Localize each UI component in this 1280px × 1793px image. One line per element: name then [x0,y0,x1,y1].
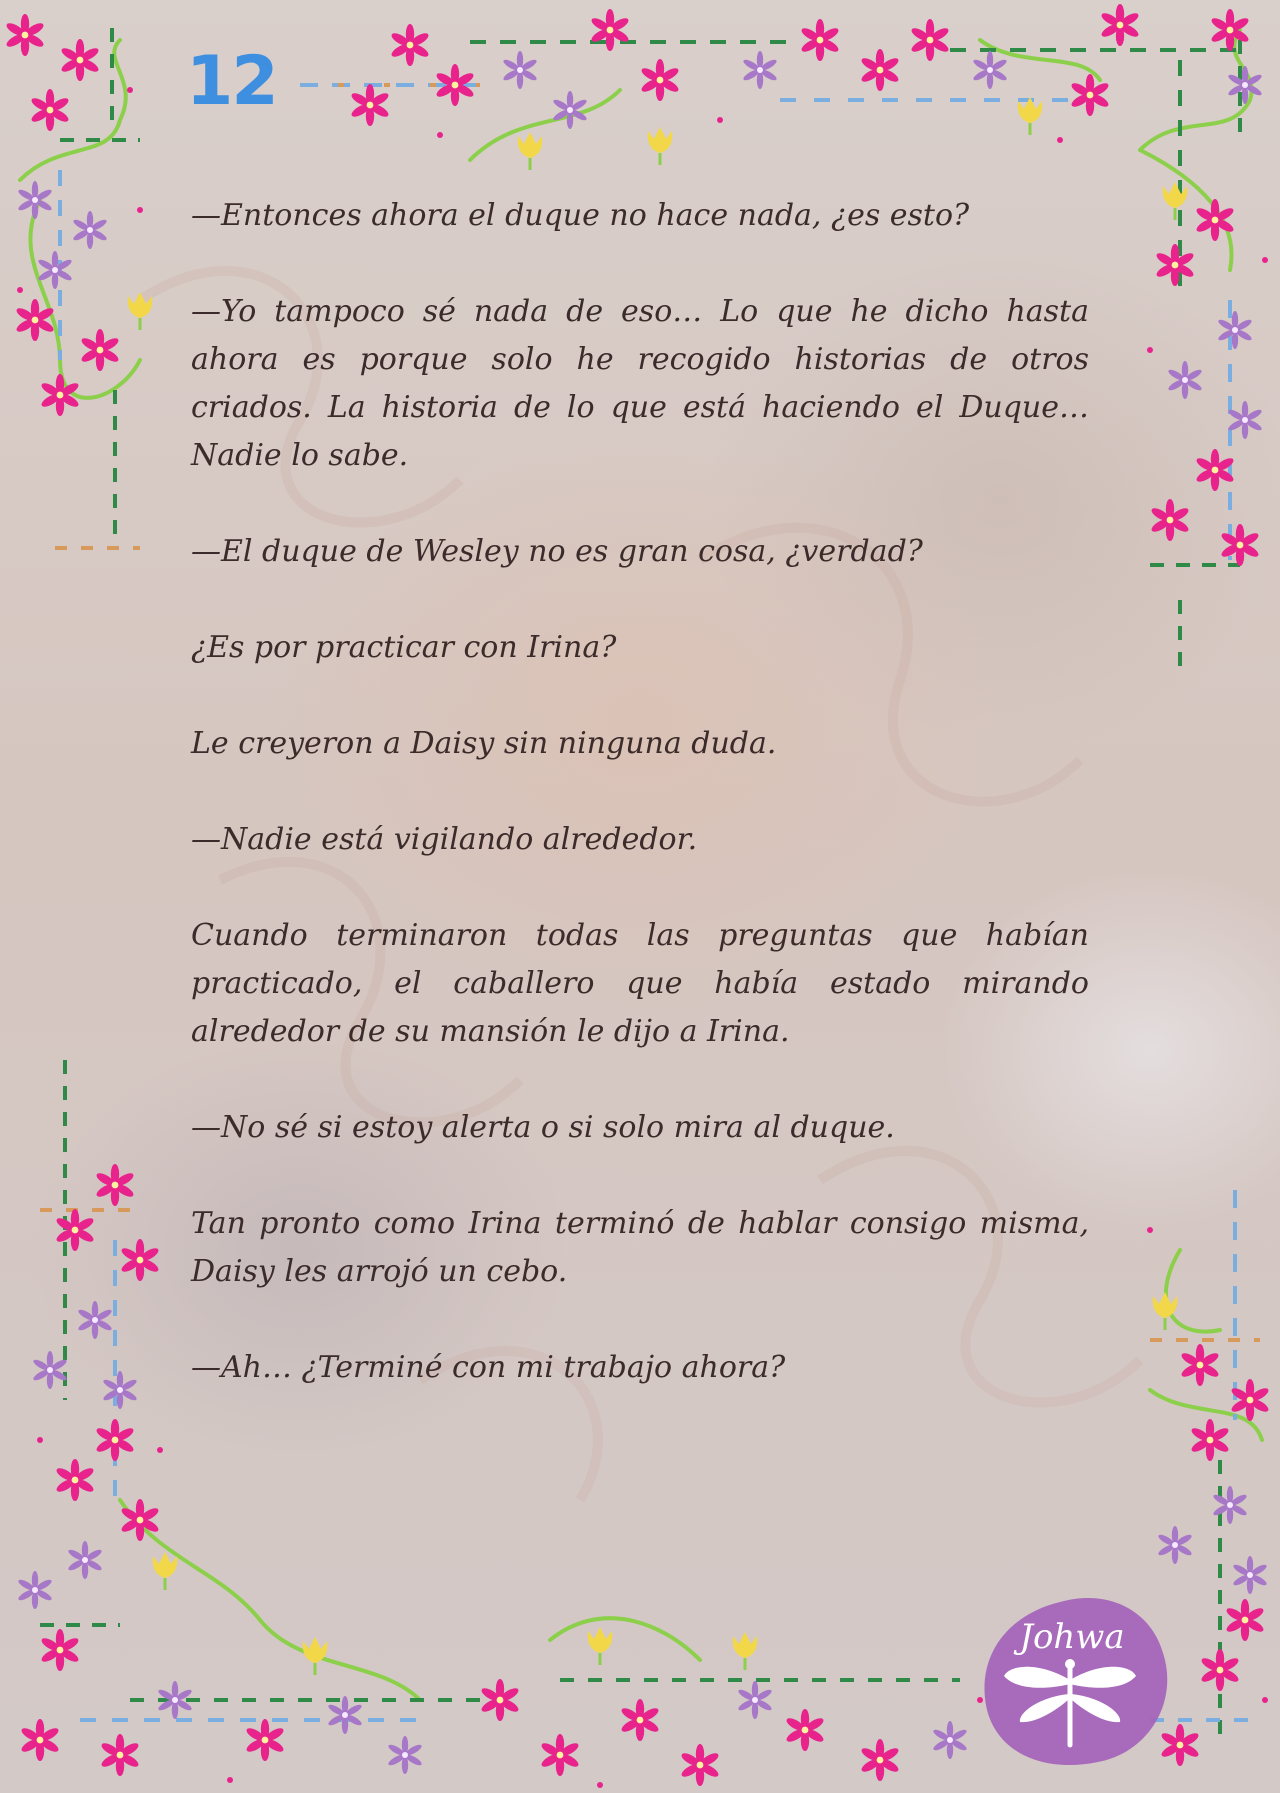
paragraph: Le creyeron a Daisy sin ninguna duda. [191,726,777,761]
paragraph: —Ah… ¿Terminé con mi trabajo ahora? [191,1350,786,1385]
watermark-text: Johwa [1019,1617,1125,1657]
page-number: 12 [186,42,277,121]
paragraph: Cuando terminaron todas las preguntas que habían practicado, el caballero que había estado mirando alrededor de su mansión le dijo a Irina. [191,918,1089,1049]
paragraph: —Nadie está vigilando alrededor. [191,822,698,857]
paragraph: —Yo tampoco sé nada de eso… Lo que he dicho hasta ahora es porque solo he recogido historias de otros criados. La historia de lo que está haciendo el Duque… Nadie lo sabe. [191,294,1089,473]
paragraph: —Entonces ahora el duque no hace nada, ¿es esto? [191,198,970,233]
paragraph: —No sé si estoy alerta o si solo mira al duque. [191,1110,895,1145]
paragraph: —El duque de Wesley no es gran cosa, ¿verdad? [191,534,923,569]
paragraph: Tan pronto como Irina terminó de hablar consigo misma, Daisy les arrojó un cebo. [191,1206,1089,1289]
paragraph: ¿Es por practicar con Irina? [191,630,617,665]
